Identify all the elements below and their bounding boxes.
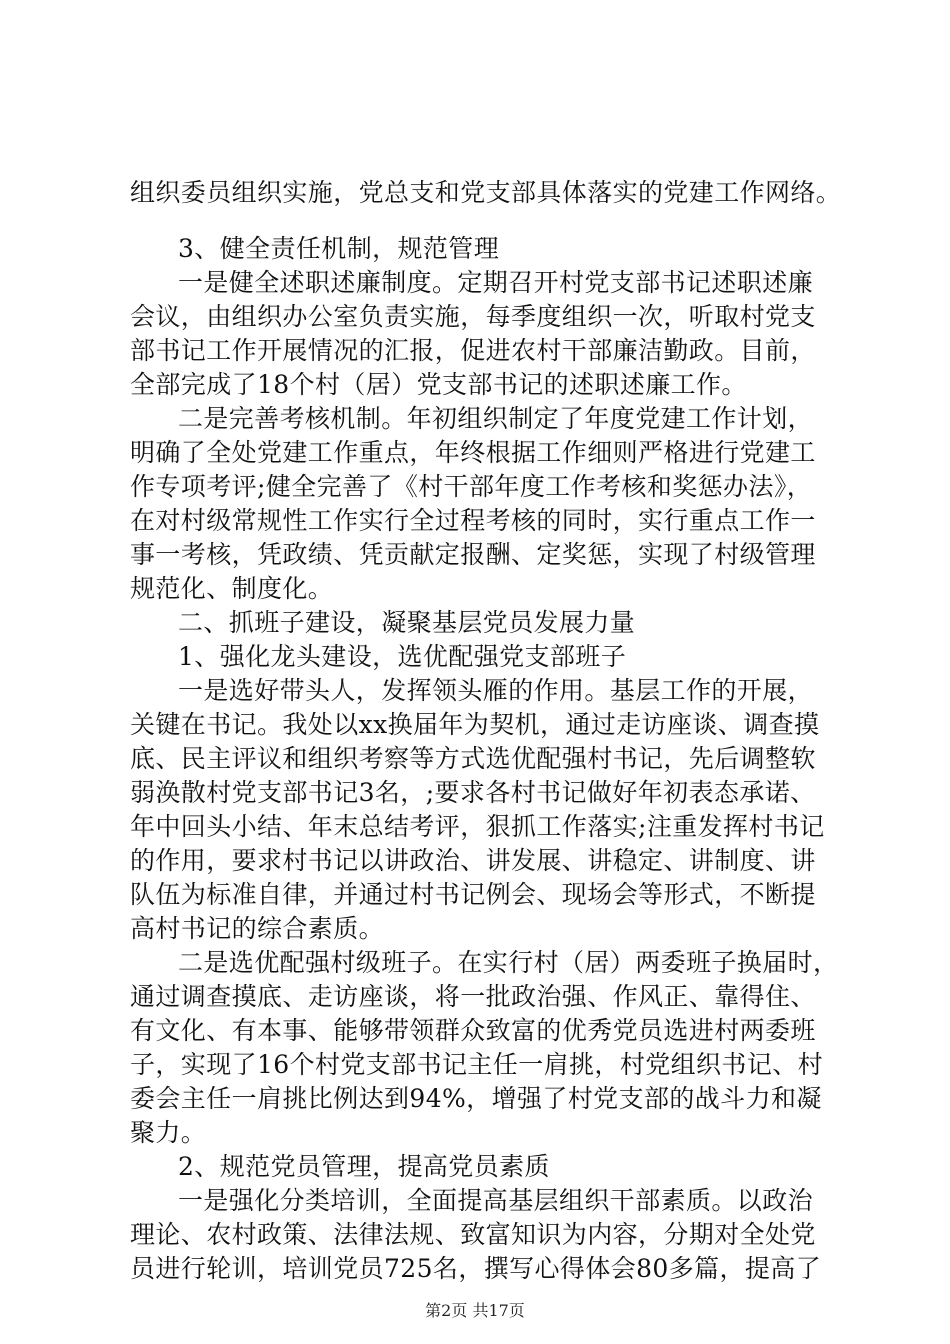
- text-line: 事一考核，凭政绩、凭贡献定报酬、定奖惩，实现了村级管理: [130, 540, 816, 569]
- text-line: 聚力。: [130, 1118, 207, 1147]
- text-line: 员进行轮训，培训党员725名，撰写心得体会80多篇，提高了: [130, 1254, 822, 1283]
- text-line: 二是选优配强村级班子。在实行村（居）两委班子换届时，: [178, 948, 839, 977]
- section-heading: 3、健全责任机制，规范管理: [178, 234, 500, 263]
- section-heading: 2、规范党员管理，提高党员素质: [178, 1152, 550, 1181]
- text-line: 队伍为标准自律，并通过村书记例会、现场会等形式，不断提: [130, 880, 816, 909]
- text-line: 明确了全处党建工作重点，年终根据工作细则严格进行党建工: [130, 438, 816, 467]
- text-line: 弱涣散村党支部书记3名，;要求各村书记做好年初表态承诺、: [130, 778, 816, 807]
- text-line: 有文化、有本事、能够带领群众致富的优秀党员选进村两委班: [130, 1016, 816, 1045]
- text-line: 年中回头小结、年末总结考评，狠抓工作落实;注重发挥村书记: [130, 812, 825, 841]
- text-line: 子，实现了16个村党支部书记主任一肩挑，村党组织书记、村: [130, 1050, 824, 1079]
- text-line: 一是强化分类培训，全面提高基层组织干部素质。以政治: [178, 1186, 814, 1215]
- page-number-footer: 第2页 共17页: [425, 1301, 525, 1320]
- text-line: 部书记工作开展情况的汇报，促进农村干部廉洁勤政。目前，: [130, 336, 816, 365]
- text-line: 规范化、制度化。: [130, 574, 334, 603]
- section-heading: 二、抓班子建设，凝聚基层党员发展力量: [178, 608, 636, 637]
- text-line: 会议，由组织办公室负责实施，每季度组织一次，听取村党支: [130, 302, 816, 331]
- text-line: 通过调查摸底、走访座谈，将一批政治强、作风正、靠得住、: [130, 982, 816, 1011]
- text-line: 的作用，要求村书记以讲政治、讲发展、讲稳定、讲制度、讲: [130, 846, 816, 875]
- text-line: 作专项考评;健全完善了《村干部年度工作考核和奖惩办法》，: [130, 472, 813, 501]
- text-line: 一是选好带头人，发挥领头雁的作用。基层工作的开展，: [178, 676, 814, 705]
- text-line: 一是健全述职述廉制度。定期召开村党支部书记述职述廉: [178, 268, 814, 297]
- text-line: 理论、农村政策、法律法规、致富知识为内容，分期对全处党: [130, 1220, 816, 1249]
- text-line: 关键在书记。我处以xx换届年为契机，通过走访座谈、调查摸: [130, 710, 820, 739]
- text-line: 组织委员组织实施，党总支和党支部具体落实的党建工作网络。: [130, 178, 842, 207]
- text-line: 全部完成了18个村（居）党支部书记的述职述廉工作。: [130, 370, 747, 399]
- text-line: 二是完善考核机制。年初组织制定了年度党建工作计划，: [178, 404, 814, 433]
- text-line: 在对村级常规性工作实行全过程考核的同时，实行重点工作一: [130, 506, 816, 535]
- section-heading: 1、强化龙头建设，选优配强党支部班子: [178, 642, 627, 671]
- text-line: 高村书记的综合素质。: [130, 914, 385, 943]
- text-line: 委会主任一肩挑比例达到94%，增强了村党支部的战斗力和凝: [130, 1084, 822, 1113]
- text-line: 底、民主评议和组织考察等方式选优配强村书记，先后调整软: [130, 744, 816, 773]
